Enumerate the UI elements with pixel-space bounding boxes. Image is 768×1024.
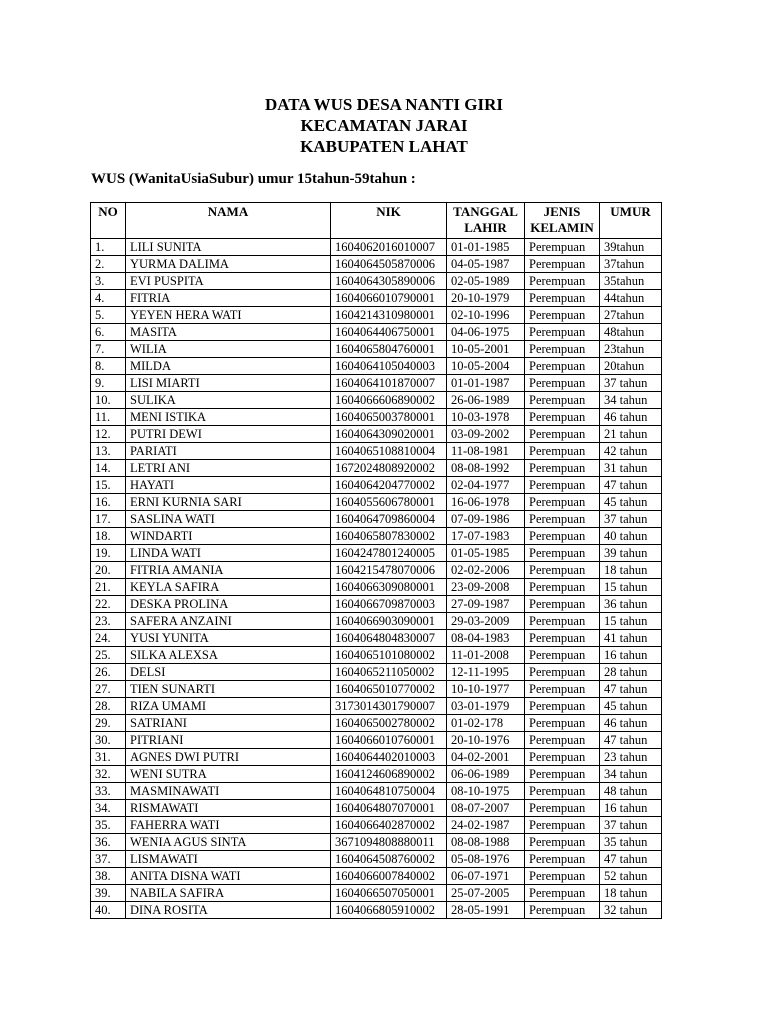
cell-nik: 1604064402010003 bbox=[331, 749, 447, 766]
cell-jenis-kelamin: Perempuan bbox=[525, 766, 600, 783]
cell-no: 14. bbox=[91, 460, 126, 477]
cell-umur: 32 tahun bbox=[600, 902, 662, 919]
cell-jenis-kelamin: Perempuan bbox=[525, 273, 600, 290]
table-row bbox=[91, 460, 662, 477]
cell-no: 31. bbox=[91, 749, 126, 766]
cell-no: 15. bbox=[91, 477, 126, 494]
cell-jenis-kelamin: Perempuan bbox=[525, 749, 600, 766]
cell-no: 34. bbox=[91, 800, 126, 817]
cell-nama: LISMAWATI bbox=[126, 851, 331, 868]
cell-nama: SILKA ALEXSA bbox=[126, 647, 331, 664]
cell-tanggal-lahir: 03-09-2002 bbox=[447, 426, 525, 443]
cell-no: 17. bbox=[91, 511, 126, 528]
cell-nama: FITRIA bbox=[126, 290, 331, 307]
cell-no: 29. bbox=[91, 715, 126, 732]
cell-umur: 47 tahun bbox=[600, 477, 662, 494]
cell-tanggal-lahir: 23-09-2008 bbox=[447, 579, 525, 596]
table-row bbox=[91, 443, 662, 460]
cell-nama: DINA ROSITA bbox=[126, 902, 331, 919]
cell-umur: 15 tahun bbox=[600, 579, 662, 596]
table-header-row bbox=[91, 203, 662, 239]
cell-tanggal-lahir: 03-01-1979 bbox=[447, 698, 525, 715]
cell-umur: 47 tahun bbox=[600, 681, 662, 698]
cell-nik: 1604066309080001 bbox=[331, 579, 447, 596]
cell-tanggal-lahir: 12-11-1995 bbox=[447, 664, 525, 681]
cell-no: 7. bbox=[91, 341, 126, 358]
cell-tanggal-lahir: 04-02-2001 bbox=[447, 749, 525, 766]
cell-nik: 1604065211050002 bbox=[331, 664, 447, 681]
cell-umur: 35tahun bbox=[600, 273, 662, 290]
cell-tanggal-lahir: 08-07-2007 bbox=[447, 800, 525, 817]
cell-nik: 1604065003780001 bbox=[331, 409, 447, 426]
cell-jenis-kelamin: Perempuan bbox=[525, 562, 600, 579]
cell-nama: FAHERRA WATI bbox=[126, 817, 331, 834]
cell-no: 8. bbox=[91, 358, 126, 375]
cell-tanggal-lahir: 26-06-1989 bbox=[447, 392, 525, 409]
cell-jenis-kelamin: Perempuan bbox=[525, 477, 600, 494]
cell-nik: 1604066709870003 bbox=[331, 596, 447, 613]
cell-nama: MILDA bbox=[126, 358, 331, 375]
cell-no: 32. bbox=[91, 766, 126, 783]
table-row bbox=[91, 273, 662, 290]
cell-tanggal-lahir: 28-05-1991 bbox=[447, 902, 525, 919]
cell-no: 16. bbox=[91, 494, 126, 511]
cell-umur: 23tahun bbox=[600, 341, 662, 358]
document-title bbox=[0, 94, 768, 157]
cell-umur: 16 tahun bbox=[600, 647, 662, 664]
cell-tanggal-lahir: 24-02-1987 bbox=[447, 817, 525, 834]
cell-no: 13. bbox=[91, 443, 126, 460]
cell-jenis-kelamin: Perempuan bbox=[525, 664, 600, 681]
cell-nama: WENI SUTRA bbox=[126, 766, 331, 783]
table-row bbox=[91, 409, 662, 426]
cell-no: 39. bbox=[91, 885, 126, 902]
cell-tanggal-lahir: 01-02-178 bbox=[447, 715, 525, 732]
cell-nik: 1604215478070006 bbox=[331, 562, 447, 579]
cell-jenis-kelamin: Perempuan bbox=[525, 409, 600, 426]
cell-no: 9. bbox=[91, 375, 126, 392]
cell-no: 19. bbox=[91, 545, 126, 562]
cell-nik: 3173014301790007 bbox=[331, 698, 447, 715]
cell-tanggal-lahir: 29-03-2009 bbox=[447, 613, 525, 630]
cell-tanggal-lahir: 06-06-1989 bbox=[447, 766, 525, 783]
cell-umur: 46 tahun bbox=[600, 715, 662, 732]
cell-jenis-kelamin: Perempuan bbox=[525, 783, 600, 800]
cell-nama: LINDA WATI bbox=[126, 545, 331, 562]
cell-nik: 1604065010770002 bbox=[331, 681, 447, 698]
table-row bbox=[91, 630, 662, 647]
table-row bbox=[91, 732, 662, 749]
table-row bbox=[91, 239, 662, 256]
cell-tanggal-lahir: 10-10-1977 bbox=[447, 681, 525, 698]
cell-no: 23. bbox=[91, 613, 126, 630]
table-row bbox=[91, 664, 662, 681]
table-row bbox=[91, 545, 662, 562]
cell-nama: ANITA DISNA WATI bbox=[126, 868, 331, 885]
table-caption: WUS (WanitaUsiaSubur) umur 15tahun-59tahun : bbox=[91, 171, 416, 187]
cell-tanggal-lahir: 02-05-1989 bbox=[447, 273, 525, 290]
cell-tanggal-lahir: 08-10-1975 bbox=[447, 783, 525, 800]
cell-nama: DESKA PROLINA bbox=[126, 596, 331, 613]
cell-umur: 37tahun bbox=[600, 256, 662, 273]
cell-tanggal-lahir: 01-01-1985 bbox=[447, 239, 525, 256]
cell-nik: 1604064309020001 bbox=[331, 426, 447, 443]
cell-nik: 1604124606890002 bbox=[331, 766, 447, 783]
cell-tanggal-lahir: 08-04-1983 bbox=[447, 630, 525, 647]
cell-nama: AGNES DWI PUTRI bbox=[126, 749, 331, 766]
cell-nama: TIEN SUNARTI bbox=[126, 681, 331, 698]
cell-umur: 27tahun bbox=[600, 307, 662, 324]
table-row bbox=[91, 749, 662, 766]
cell-jenis-kelamin: Perempuan bbox=[525, 256, 600, 273]
cell-no: 11. bbox=[91, 409, 126, 426]
cell-tanggal-lahir: 10-05-2004 bbox=[447, 358, 525, 375]
cell-nama: SASLINA WATI bbox=[126, 511, 331, 528]
cell-jenis-kelamin: Perempuan bbox=[525, 324, 600, 341]
cell-nama: PUTRI DEWI bbox=[126, 426, 331, 443]
cell-jenis-kelamin: Perempuan bbox=[525, 375, 600, 392]
cell-no: 3. bbox=[91, 273, 126, 290]
cell-tanggal-lahir: 11-01-2008 bbox=[447, 647, 525, 664]
cell-nama: SATRIANI bbox=[126, 715, 331, 732]
cell-no: 40. bbox=[91, 902, 126, 919]
cell-tanggal-lahir: 07-09-1986 bbox=[447, 511, 525, 528]
cell-no: 2. bbox=[91, 256, 126, 273]
cell-no: 26. bbox=[91, 664, 126, 681]
cell-nama: NABILA SAFIRA bbox=[126, 885, 331, 902]
cell-tanggal-lahir: 27-09-1987 bbox=[447, 596, 525, 613]
table-row bbox=[91, 766, 662, 783]
table-row bbox=[91, 358, 662, 375]
cell-nama: WENIA AGUS SINTA bbox=[126, 834, 331, 851]
table-row bbox=[91, 392, 662, 409]
cell-nama: MENI ISTIKA bbox=[126, 409, 331, 426]
table-row bbox=[91, 902, 662, 919]
table-row bbox=[91, 341, 662, 358]
cell-umur: 34 tahun bbox=[600, 766, 662, 783]
cell-nama: MASMINAWATI bbox=[126, 783, 331, 800]
cell-jenis-kelamin: Perempuan bbox=[525, 341, 600, 358]
cell-jenis-kelamin: Perempuan bbox=[525, 511, 600, 528]
cell-umur: 52 tahun bbox=[600, 868, 662, 885]
wus-table bbox=[90, 202, 662, 919]
table-row bbox=[91, 868, 662, 885]
table-row bbox=[91, 324, 662, 341]
table-row bbox=[91, 528, 662, 545]
cell-no: 20. bbox=[91, 562, 126, 579]
cell-nama: FITRIA AMANIA bbox=[126, 562, 331, 579]
table-row bbox=[91, 800, 662, 817]
cell-nama: YEYEN HERA WATI bbox=[126, 307, 331, 324]
cell-nama: PARIATI bbox=[126, 443, 331, 460]
title-line-2: KECAMATAN JARAI bbox=[300, 116, 468, 135]
cell-tanggal-lahir: 01-01-1987 bbox=[447, 375, 525, 392]
cell-nik: 1604065804760001 bbox=[331, 341, 447, 358]
cell-no: 25. bbox=[91, 647, 126, 664]
table-row bbox=[91, 477, 662, 494]
cell-jenis-kelamin: Perempuan bbox=[525, 596, 600, 613]
cell-tanggal-lahir: 04-06-1975 bbox=[447, 324, 525, 341]
cell-jenis-kelamin: Perempuan bbox=[525, 817, 600, 834]
table-row bbox=[91, 613, 662, 630]
cell-jenis-kelamin: Perempuan bbox=[525, 290, 600, 307]
cell-jenis-kelamin: Perempuan bbox=[525, 715, 600, 732]
cell-nama: ERNI KURNIA SARI bbox=[126, 494, 331, 511]
cell-umur: 15 tahun bbox=[600, 613, 662, 630]
table-row bbox=[91, 681, 662, 698]
header-jenis-kelamin: JENIS KELAMIN bbox=[525, 203, 600, 239]
cell-umur: 23 tahun bbox=[600, 749, 662, 766]
table-row bbox=[91, 562, 662, 579]
cell-umur: 37 tahun bbox=[600, 817, 662, 834]
cell-jenis-kelamin: Perempuan bbox=[525, 732, 600, 749]
title-line-3: KABUPATEN LAHAT bbox=[300, 137, 468, 156]
cell-umur: 35 tahun bbox=[600, 834, 662, 851]
cell-no: 36. bbox=[91, 834, 126, 851]
cell-umur: 46 tahun bbox=[600, 409, 662, 426]
cell-tanggal-lahir: 01-05-1985 bbox=[447, 545, 525, 562]
cell-nik: 1604066805910002 bbox=[331, 902, 447, 919]
cell-nik: 1604066010790001 bbox=[331, 290, 447, 307]
table-row bbox=[91, 851, 662, 868]
cell-umur: 48 tahun bbox=[600, 783, 662, 800]
cell-tanggal-lahir: 05-08-1976 bbox=[447, 851, 525, 868]
cell-nik: 1604214310980001 bbox=[331, 307, 447, 324]
cell-no: 5. bbox=[91, 307, 126, 324]
cell-tanggal-lahir: 06-07-1971 bbox=[447, 868, 525, 885]
cell-umur: 20tahun bbox=[600, 358, 662, 375]
cell-nik: 1604064508760002 bbox=[331, 851, 447, 868]
cell-tanggal-lahir: 08-08-1992 bbox=[447, 460, 525, 477]
cell-nik: 1604055606780001 bbox=[331, 494, 447, 511]
cell-umur: 47 tahun bbox=[600, 732, 662, 749]
cell-nik: 1604064807070001 bbox=[331, 800, 447, 817]
header-umur: UMUR bbox=[600, 203, 662, 239]
cell-umur: 39tahun bbox=[600, 239, 662, 256]
cell-no: 38. bbox=[91, 868, 126, 885]
cell-nama: WINDARTI bbox=[126, 528, 331, 545]
cell-nik: 1604064105040003 bbox=[331, 358, 447, 375]
cell-umur: 21 tahun bbox=[600, 426, 662, 443]
table-row bbox=[91, 834, 662, 851]
cell-umur: 16 tahun bbox=[600, 800, 662, 817]
table-row bbox=[91, 579, 662, 596]
cell-nik: 1604064101870007 bbox=[331, 375, 447, 392]
cell-jenis-kelamin: Perempuan bbox=[525, 307, 600, 324]
cell-jenis-kelamin: Perempuan bbox=[525, 681, 600, 698]
cell-no: 21. bbox=[91, 579, 126, 596]
cell-nik: 1604064305890006 bbox=[331, 273, 447, 290]
cell-no: 6. bbox=[91, 324, 126, 341]
cell-no: 35. bbox=[91, 817, 126, 834]
cell-jenis-kelamin: Perempuan bbox=[525, 460, 600, 477]
cell-nama: LILI SUNITA bbox=[126, 239, 331, 256]
cell-jenis-kelamin: Perempuan bbox=[525, 613, 600, 630]
cell-jenis-kelamin: Perempuan bbox=[525, 834, 600, 851]
cell-nik: 1604064406750001 bbox=[331, 324, 447, 341]
cell-jenis-kelamin: Perempuan bbox=[525, 902, 600, 919]
cell-umur: 31 tahun bbox=[600, 460, 662, 477]
cell-jenis-kelamin: Perempuan bbox=[525, 630, 600, 647]
cell-nama: MASITA bbox=[126, 324, 331, 341]
cell-nik: 1604066507050001 bbox=[331, 885, 447, 902]
cell-nik: 1672024808920002 bbox=[331, 460, 447, 477]
cell-nama: KEYLA SAFIRA bbox=[126, 579, 331, 596]
cell-tanggal-lahir: 08-08-1988 bbox=[447, 834, 525, 851]
cell-umur: 41 tahun bbox=[600, 630, 662, 647]
table-row bbox=[91, 885, 662, 902]
cell-nama: RIZA UMAMI bbox=[126, 698, 331, 715]
cell-nik: 1604062016010007 bbox=[331, 239, 447, 256]
cell-tanggal-lahir: 16-06-1978 bbox=[447, 494, 525, 511]
cell-umur: 18 tahun bbox=[600, 562, 662, 579]
table-row bbox=[91, 596, 662, 613]
cell-umur: 42 tahun bbox=[600, 443, 662, 460]
cell-no: 22. bbox=[91, 596, 126, 613]
cell-umur: 47 tahun bbox=[600, 851, 662, 868]
table-row bbox=[91, 256, 662, 273]
table-row bbox=[91, 290, 662, 307]
cell-nik: 1604066402870002 bbox=[331, 817, 447, 834]
cell-nik: 1604064505870006 bbox=[331, 256, 447, 273]
table-row bbox=[91, 375, 662, 392]
cell-nama: DELSI bbox=[126, 664, 331, 681]
table-row bbox=[91, 647, 662, 664]
cell-jenis-kelamin: Perempuan bbox=[525, 426, 600, 443]
cell-tanggal-lahir: 20-10-1979 bbox=[447, 290, 525, 307]
cell-nik: 1604065807830002 bbox=[331, 528, 447, 545]
cell-nama: LISI MIARTI bbox=[126, 375, 331, 392]
cell-umur: 34 tahun bbox=[600, 392, 662, 409]
cell-no: 12. bbox=[91, 426, 126, 443]
header-nama: NAMA bbox=[126, 203, 331, 239]
cell-tanggal-lahir: 02-10-1996 bbox=[447, 307, 525, 324]
cell-umur: 37 tahun bbox=[600, 511, 662, 528]
cell-jenis-kelamin: Perempuan bbox=[525, 528, 600, 545]
cell-no: 33. bbox=[91, 783, 126, 800]
cell-tanggal-lahir: 10-03-1978 bbox=[447, 409, 525, 426]
table-row bbox=[91, 698, 662, 715]
cell-nama: HAYATI bbox=[126, 477, 331, 494]
cell-jenis-kelamin: Perempuan bbox=[525, 494, 600, 511]
cell-tanggal-lahir: 17-07-1983 bbox=[447, 528, 525, 545]
cell-no: 28. bbox=[91, 698, 126, 715]
cell-nik: 1604064810750004 bbox=[331, 783, 447, 800]
cell-jenis-kelamin: Perempuan bbox=[525, 647, 600, 664]
cell-nama: YUSI YUNITA bbox=[126, 630, 331, 647]
cell-jenis-kelamin: Perempuan bbox=[525, 868, 600, 885]
cell-jenis-kelamin: Perempuan bbox=[525, 579, 600, 596]
cell-tanggal-lahir: 04-05-1987 bbox=[447, 256, 525, 273]
table-row bbox=[91, 511, 662, 528]
table-body bbox=[91, 239, 662, 919]
cell-nik: 1604066007840002 bbox=[331, 868, 447, 885]
cell-nama: LETRI ANI bbox=[126, 460, 331, 477]
cell-tanggal-lahir: 10-05-2001 bbox=[447, 341, 525, 358]
header-nik: NIK bbox=[331, 203, 447, 239]
cell-jenis-kelamin: Perempuan bbox=[525, 392, 600, 409]
cell-tanggal-lahir: 11-08-1981 bbox=[447, 443, 525, 460]
cell-no: 10. bbox=[91, 392, 126, 409]
cell-umur: 44tahun bbox=[600, 290, 662, 307]
cell-jenis-kelamin: Perempuan bbox=[525, 443, 600, 460]
cell-nik: 1604064804830007 bbox=[331, 630, 447, 647]
table-row bbox=[91, 307, 662, 324]
cell-nik: 3671094808880011 bbox=[331, 834, 447, 851]
cell-jenis-kelamin: Perempuan bbox=[525, 800, 600, 817]
cell-nama: EVI PUSPITA bbox=[126, 273, 331, 290]
cell-no: 37. bbox=[91, 851, 126, 868]
cell-nama: PITRIANI bbox=[126, 732, 331, 749]
cell-umur: 28 tahun bbox=[600, 664, 662, 681]
header-no: NO bbox=[91, 203, 126, 239]
cell-nik: 1604064709860004 bbox=[331, 511, 447, 528]
cell-nik: 1604065002780002 bbox=[331, 715, 447, 732]
cell-no: 27. bbox=[91, 681, 126, 698]
cell-nik: 1604064204770002 bbox=[331, 477, 447, 494]
cell-tanggal-lahir: 02-02-2006 bbox=[447, 562, 525, 579]
cell-umur: 40 tahun bbox=[600, 528, 662, 545]
cell-jenis-kelamin: Perempuan bbox=[525, 545, 600, 562]
cell-umur: 45 tahun bbox=[600, 698, 662, 715]
cell-nik: 1604065108810004 bbox=[331, 443, 447, 460]
cell-nik: 1604066606890002 bbox=[331, 392, 447, 409]
cell-jenis-kelamin: Perempuan bbox=[525, 358, 600, 375]
cell-tanggal-lahir: 02-04-1977 bbox=[447, 477, 525, 494]
cell-jenis-kelamin: Perempuan bbox=[525, 885, 600, 902]
cell-jenis-kelamin: Perempuan bbox=[525, 851, 600, 868]
table-row bbox=[91, 494, 662, 511]
cell-umur: 37 tahun bbox=[600, 375, 662, 392]
header-tanggal-lahir: TANGGAL LAHIR bbox=[447, 203, 525, 239]
cell-nik: 1604066010760001 bbox=[331, 732, 447, 749]
cell-no: 1. bbox=[91, 239, 126, 256]
table-row bbox=[91, 715, 662, 732]
cell-nik: 1604065101080002 bbox=[331, 647, 447, 664]
cell-no: 30. bbox=[91, 732, 126, 749]
cell-nik: 1604066903090001 bbox=[331, 613, 447, 630]
cell-tanggal-lahir: 20-10-1976 bbox=[447, 732, 525, 749]
cell-no: 24. bbox=[91, 630, 126, 647]
table-row bbox=[91, 426, 662, 443]
cell-nama: RISMAWATI bbox=[126, 800, 331, 817]
cell-tanggal-lahir: 25-07-2005 bbox=[447, 885, 525, 902]
cell-nama: WILIA bbox=[126, 341, 331, 358]
cell-umur: 39 tahun bbox=[600, 545, 662, 562]
cell-jenis-kelamin: Perempuan bbox=[525, 239, 600, 256]
cell-umur: 18 tahun bbox=[600, 885, 662, 902]
cell-nama: SULIKA bbox=[126, 392, 331, 409]
cell-nama: YURMA DALIMA bbox=[126, 256, 331, 273]
cell-umur: 48tahun bbox=[600, 324, 662, 341]
cell-no: 18. bbox=[91, 528, 126, 545]
title-line-1: DATA WUS DESA NANTI GIRI bbox=[264, 95, 504, 114]
cell-jenis-kelamin: Perempuan bbox=[525, 698, 600, 715]
cell-nik: 1604247801240005 bbox=[331, 545, 447, 562]
table-row bbox=[91, 783, 662, 800]
cell-no: 4. bbox=[91, 290, 126, 307]
table-row bbox=[91, 817, 662, 834]
cell-nama: SAFERA ANZAINI bbox=[126, 613, 331, 630]
cell-umur: 36 tahun bbox=[600, 596, 662, 613]
cell-umur: 45 tahun bbox=[600, 494, 662, 511]
